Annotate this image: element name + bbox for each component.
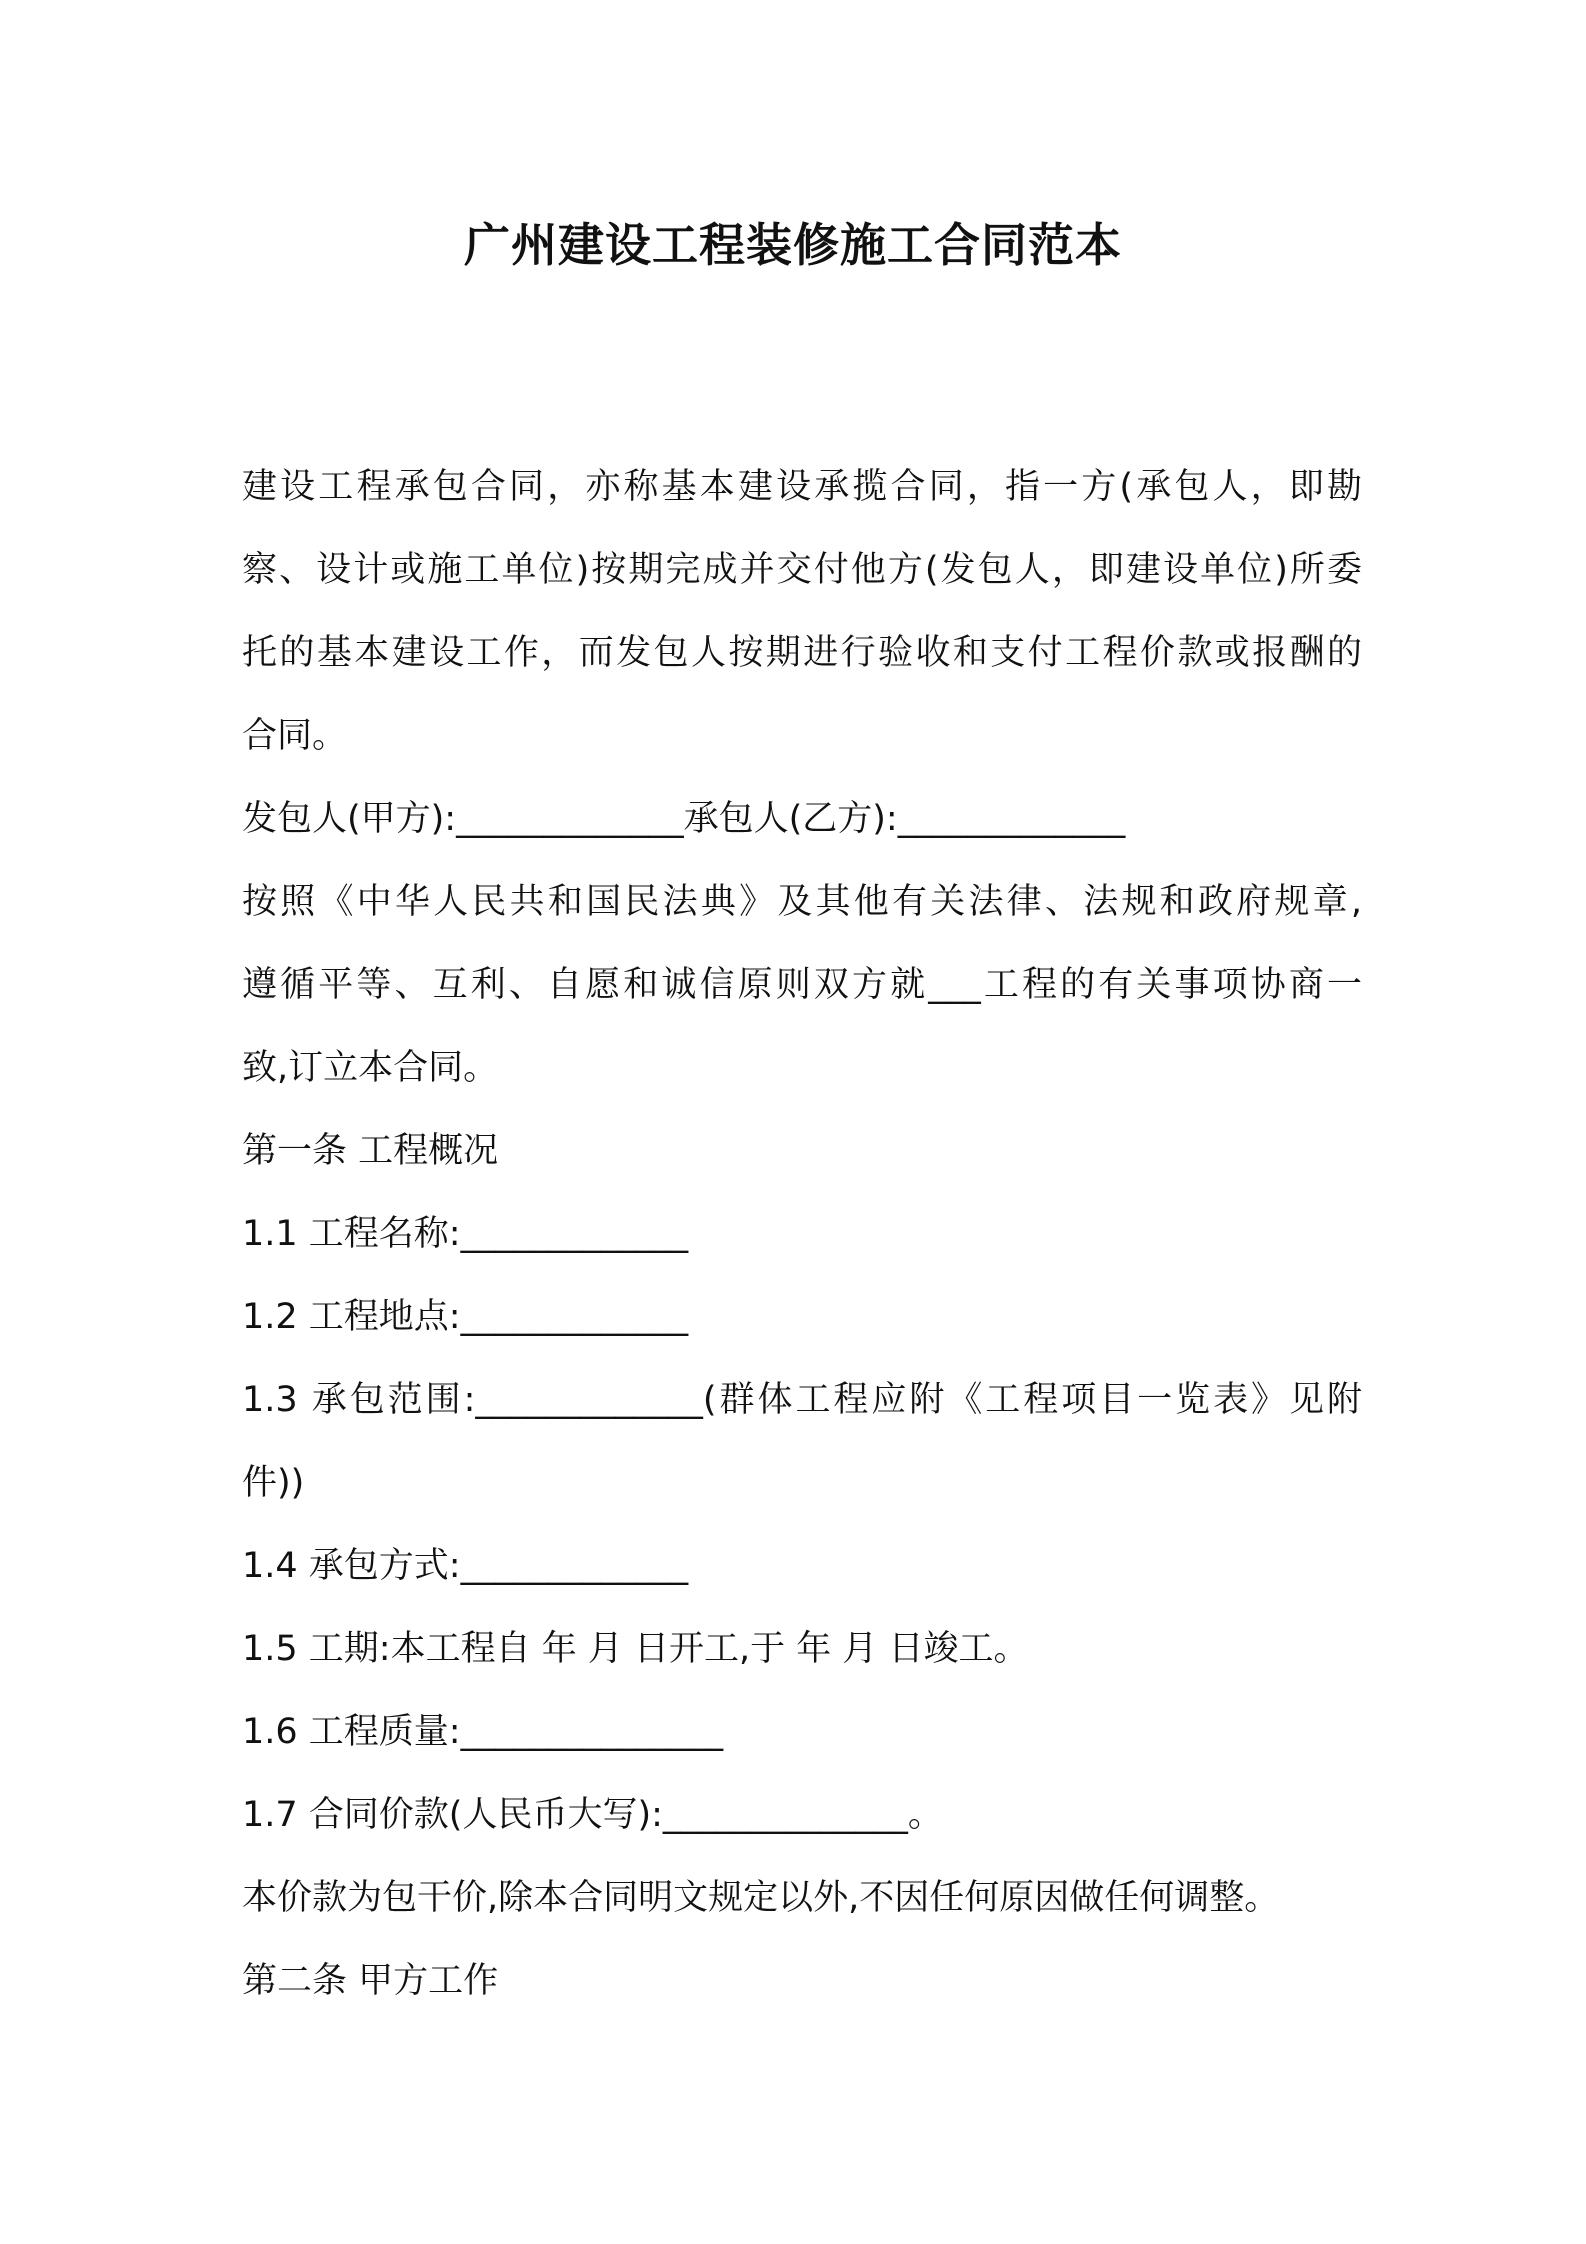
clause-1-5: 1.5 工期:本工程自 年 月 日开工,于 年 月 日竣工。 bbox=[242, 1629, 1029, 1669]
basis-line-3: 致,订立本合同。 bbox=[242, 1048, 499, 1088]
price-note: 本价款为包干价,除本合同明文规定以外,不因任何原因做任何调整。 bbox=[242, 1878, 1280, 1918]
clause-1-6: 1.6 工程质量:_______________ bbox=[242, 1712, 724, 1752]
intro-line-4: 合同。 bbox=[242, 716, 348, 756]
clause-1-3-cont: 件)) bbox=[242, 1463, 305, 1503]
basis-line-1: 按照《中华人民共和国民法典》及其他有关法律、法规和政府规章, bbox=[242, 882, 1362, 922]
basis-line-2: 遵循平等、互利、自愿和诚信原则双方就___工程的有关事项协商一 bbox=[242, 965, 1362, 1005]
intro-line-2: 察、设计或施工单位)按期完成并交付他方(发包人，即建设单位)所委 bbox=[242, 550, 1362, 590]
intro-line-3: 托的基本建设工作，而发包人按期进行验收和支付工程价款或报酬的 bbox=[242, 633, 1362, 673]
document-body bbox=[242, 446, 1362, 2023]
parties-line: 发包人(甲方):_____________承包人(乙方):_____________ bbox=[242, 799, 1126, 839]
clause-1-1: 1.1 工程名称:_____________ bbox=[242, 1214, 689, 1254]
clause-1-7: 1.7 合同价款(人民币大写):______________。 bbox=[242, 1795, 943, 1835]
intro-line-1: 建设工程承包合同，亦称基本建设承揽合同，指一方(承包人，即勘 bbox=[242, 467, 1362, 507]
clause-1-3: 1.3 承包范围:_____________(群体工程应附《工程项目一览表》见附 bbox=[242, 1380, 1362, 1420]
article-1-heading: 第一条 工程概况 bbox=[242, 1131, 499, 1171]
article-2-heading: 第二条 甲方工作 bbox=[242, 1961, 499, 2001]
document-title: 广州建设工程装修施工合同范本 bbox=[464, 218, 1122, 272]
clause-1-2: 1.2 工程地点:_____________ bbox=[242, 1297, 689, 1337]
clause-1-4: 1.4 承包方式:_____________ bbox=[242, 1546, 689, 1586]
